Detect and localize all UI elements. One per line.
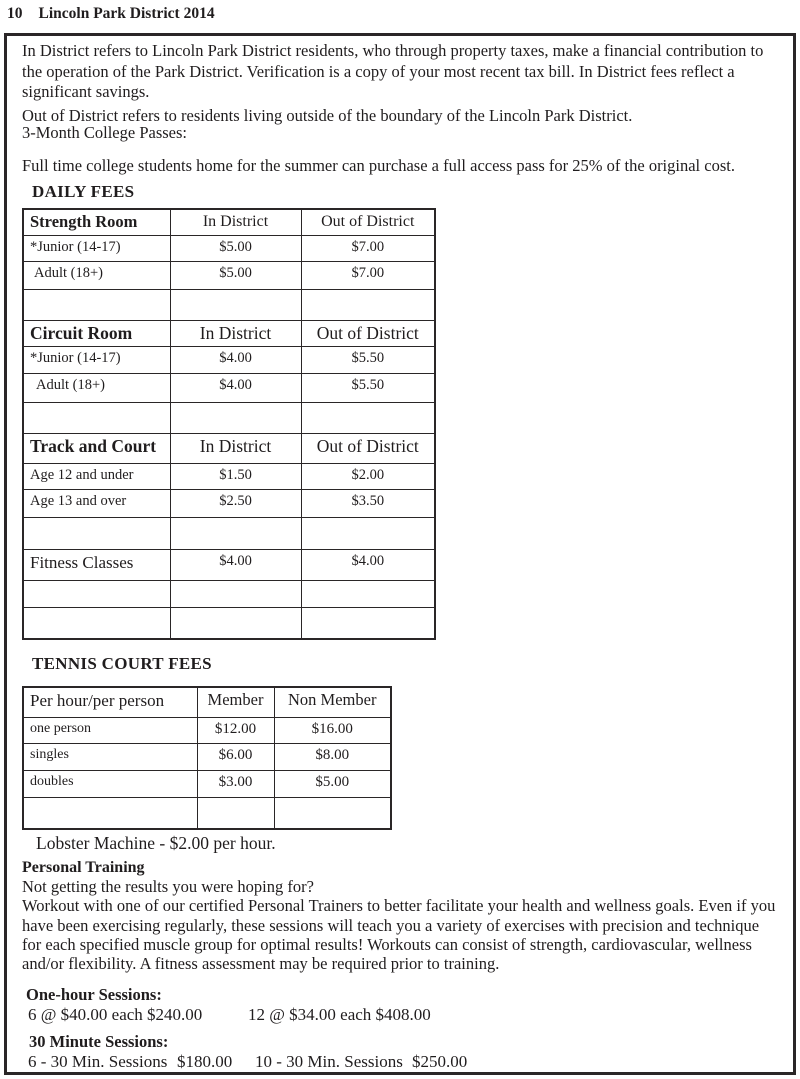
empty-cell [170, 402, 301, 433]
page-header [0, 0, 800, 33]
personal-training-heading: Personal Training [22, 859, 145, 876]
fee-label: *Junior (14-17) [23, 235, 170, 261]
column-header-in-district: In District [170, 320, 301, 346]
table-row [23, 261, 435, 289]
intro-paragraph-in-district: In District refers to Lincoln Park District residents, who through property taxes, make a financial contribution to the operation of the Park District. Verification is a copy of your most recent tax bill. In District fees reflect a significant savings. [22, 41, 764, 101]
column-header-member: Member [197, 687, 274, 717]
table-row [23, 209, 435, 235]
fee-value: $1.50 [170, 463, 301, 489]
empty-cell [197, 797, 274, 829]
table-row [23, 549, 435, 580]
tennis-court-fees-table [22, 686, 392, 830]
empty-cell [301, 289, 435, 320]
thirty-min-option-2-label: 10 - 30 Min. Sessions [255, 1052, 403, 1072]
out-of-district-line: Out of District refers to residents living outside of the boundary of the Lincoln Park District. [22, 105, 633, 125]
fee-value: $5.00 [170, 261, 301, 289]
table-row-empty [23, 797, 391, 829]
fee-value: $2.00 [301, 463, 435, 489]
table-row [23, 770, 391, 797]
table-row [23, 373, 435, 402]
daily-fees-table [22, 208, 436, 640]
table-row [23, 346, 435, 373]
table-row [23, 433, 435, 463]
empty-cell [170, 580, 301, 607]
empty-cell [301, 517, 435, 549]
empty-cell [170, 517, 301, 549]
personal-training-tagline: Not getting the results you were hoping for? [22, 877, 314, 896]
empty-cell [301, 607, 435, 639]
column-header-in-district: In District [170, 433, 301, 463]
thirty-min-option-2-price: $250.00 [412, 1052, 468, 1072]
thirty-minute-sessions-heading: 30 Minute Sessions: [29, 1032, 169, 1052]
intro-paragraph-out-of-district [22, 107, 778, 142]
fee-value: $4.00 [170, 373, 301, 402]
one-hour-option-2: 12 @ $34.00 each $408.00 [248, 1005, 431, 1025]
column-header-non-member: Non Member [274, 687, 391, 717]
fee-value: $4.00 [301, 549, 435, 580]
table-row-empty [23, 517, 435, 549]
thirty-minute-sessions-pricing [22, 1052, 778, 1072]
table-row [23, 717, 391, 743]
thirty-min-option-1-price: $180.00 [177, 1052, 233, 1072]
table-row [23, 687, 391, 717]
table-row [23, 489, 435, 517]
fee-value: $3.00 [197, 770, 274, 797]
empty-cell [170, 289, 301, 320]
table-row-empty [23, 607, 435, 639]
personal-training-description: Workout with one of our certified Personal Trainers to better facilitate your health and wellness goals. Even if you have been exercising regularly, these sessions will teach you a variety of exercises with precision and technique for each specified muscle group for optimal results! Workouts can consist of strength, cardiovascular, wellness and/or flexibility. A fitness assessment may be required prior to training. [22, 896, 776, 974]
fee-value: $16.00 [274, 717, 391, 743]
fee-label: Adult (18+) [23, 261, 170, 289]
content-box [4, 33, 796, 1075]
fee-value: $5.00 [170, 235, 301, 261]
page-title: Lincoln Park District 2014 [38, 5, 215, 22]
section-header-label: Circuit Room [23, 320, 170, 346]
column-header-out-of-district: Out of District [301, 320, 435, 346]
empty-cell [274, 797, 391, 829]
empty-cell [301, 580, 435, 607]
fee-value: $5.50 [301, 373, 435, 402]
table-row-empty [23, 289, 435, 320]
section-header-label: Strength Room [23, 209, 170, 235]
column-header-in-district: In District [170, 209, 301, 235]
fee-value: $7.00 [301, 261, 435, 289]
one-hour-sessions-pricing [22, 1005, 778, 1025]
fee-label: one person [23, 717, 197, 743]
one-hour-sessions-heading: One-hour Sessions: [26, 985, 162, 1005]
empty-cell [23, 402, 170, 433]
empty-cell [23, 517, 170, 549]
fee-value: $3.50 [301, 489, 435, 517]
fee-value: $6.00 [197, 743, 274, 770]
empty-cell [23, 607, 170, 639]
thirty-min-option-1-label: 6 - 30 Min. Sessions [28, 1052, 168, 1072]
table-row-empty [23, 580, 435, 607]
empty-cell [170, 607, 301, 639]
fee-value: $7.00 [301, 235, 435, 261]
fee-label: Age 12 and under [23, 463, 170, 489]
fee-label: *Junior (14-17) [23, 346, 170, 373]
empty-cell [23, 580, 170, 607]
fee-value: $4.00 [170, 346, 301, 373]
table-row [23, 320, 435, 346]
empty-cell [23, 289, 170, 320]
one-hour-option-1: 6 @ $40.00 each $240.00 [28, 1005, 203, 1025]
empty-cell [23, 797, 197, 829]
fee-label: Adult (18+) [23, 373, 170, 402]
empty-cell [301, 402, 435, 433]
daily-fees-heading: DAILY FEES [32, 182, 135, 201]
fee-value: $4.00 [170, 549, 301, 580]
table-row [23, 463, 435, 489]
column-header-out-of-district: Out of District [301, 209, 435, 235]
section-header-label: Track and Court [23, 433, 170, 463]
fee-value: $12.00 [197, 717, 274, 743]
intro-paragraph-college-pass: Full time college students home for the summer can purchase a full access pass for 25% of the original cost. [22, 155, 735, 175]
table-row [23, 235, 435, 261]
fee-value: $5.00 [274, 770, 391, 797]
fee-label: doubles [23, 770, 197, 797]
fee-value: $8.00 [274, 743, 391, 770]
table-row-empty [23, 402, 435, 433]
college-passes-line: 3-Month College Passes: [22, 123, 187, 142]
fee-label: Fitness Classes [23, 549, 170, 580]
fee-value: $2.50 [170, 489, 301, 517]
lobster-machine-note: Lobster Machine - $2.00 per hour. [36, 833, 276, 853]
page-number: 10 [7, 5, 23, 22]
column-header-per-hour: Per hour/per person [23, 687, 197, 717]
fee-label: Age 13 and over [23, 489, 170, 517]
tennis-court-fees-heading: TENNIS COURT FEES [32, 654, 212, 673]
column-header-out-of-district: Out of District [301, 433, 435, 463]
fee-label: singles [23, 743, 197, 770]
fee-value: $5.50 [301, 346, 435, 373]
table-row [23, 743, 391, 770]
